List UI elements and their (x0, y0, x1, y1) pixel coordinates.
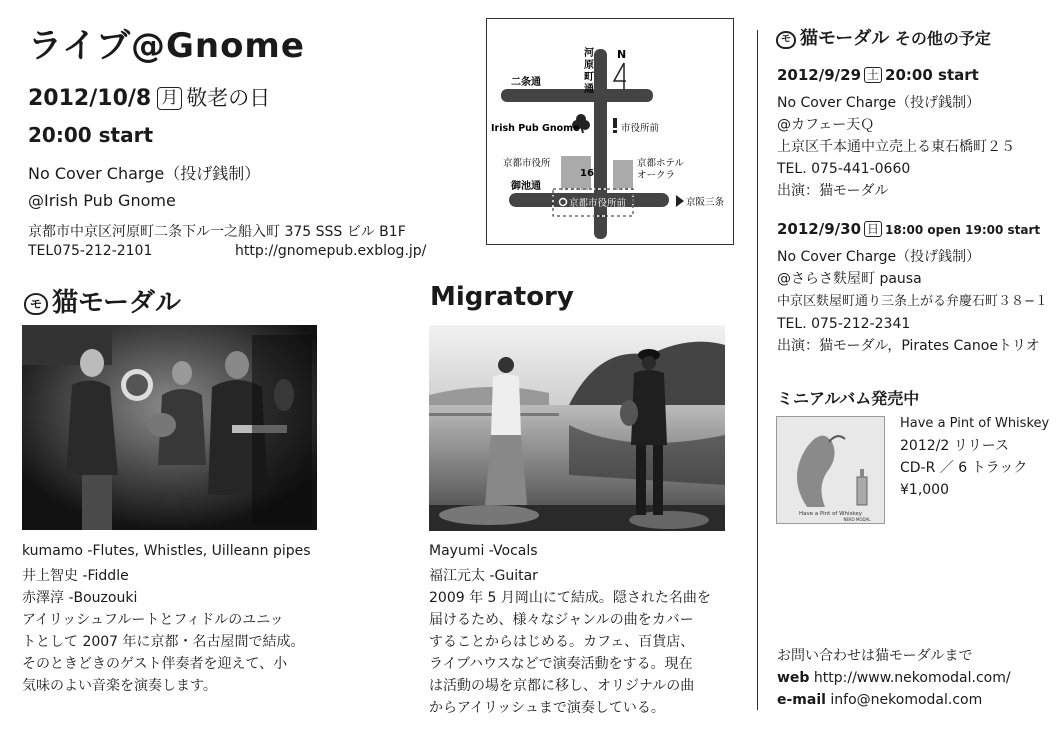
schedule-1-line-1: No Cover Charge（投げ銭制） (777, 95, 981, 111)
album-release: 2012/2 リリース (900, 438, 1010, 454)
band-nekomodal-desc-2: トとして 2007 年に京都・名古屋間で結成。 (22, 634, 305, 650)
album-cover-graphic (777, 417, 884, 523)
schedule-2-date-value: 2012/9/30 (777, 220, 862, 238)
schedule-1-line-3: 上京区千本通中立売上る東石橋町２５ (777, 139, 1015, 155)
band-nekomodal-desc-3: そのときどきのゲスト伴奏者を迎えて、小 (22, 656, 288, 672)
map-hotel-label-2: オークラ (637, 170, 676, 181)
map-kawaramachi-label-1: 河 (584, 48, 594, 59)
contact-web-link[interactable]: http://www.nekomodal.com/ (813, 670, 1011, 686)
album-title: Have a Pint of Whiskey (900, 416, 1050, 431)
map-city-hall-mae-label: 市役所前 (621, 123, 660, 134)
schedule-2-line-3: 中京区麩屋町通り三条上がる弁慶石町３８−１ (777, 294, 1048, 309)
contact-mail-label: e-mail (777, 692, 826, 708)
event-url[interactable]: http://gnomepub.exblog.jp/ (235, 243, 427, 259)
cat-logo-icon: モ (24, 293, 48, 315)
contact-mail-link[interactable]: info@nekomodal.com (830, 692, 983, 708)
band-nekomodal-member-1: kumamo -Flutes, Whistles, Uilleann pipes (22, 543, 311, 559)
schedule-2-day: 日 (864, 221, 882, 237)
schedule-1-date-value: 2012/9/29 (777, 66, 862, 84)
side-title-rest: その他の予定 (894, 29, 991, 48)
map-road-nijo (501, 89, 653, 102)
schedule-1-line-5: 出演：猫モーダル (777, 183, 889, 199)
map-nijo-label: 二条通 (511, 77, 541, 88)
schedule-2-line-2: @さらさ麩屋町 pausa (777, 271, 922, 287)
schedule-2-line-1: No Cover Charge（投げ銭制） (777, 249, 981, 265)
band-migratory-name: Migratory (430, 282, 574, 312)
schedule-1-line-2: @カフェー天Ｑ (777, 117, 875, 133)
schedule-2-line-5: 出演：猫モーダル，Pirates Canoeトリオ (777, 338, 1040, 354)
event-charge: No Cover Charge（投げ銭制） (28, 164, 261, 183)
band-migratory-desc-3: することからはじめる。カフェ、百貨店、 (429, 634, 695, 650)
contact-mail (777, 690, 982, 711)
event-day-badge: 月 (157, 87, 182, 110)
event-start-time: 20:00 start (28, 123, 154, 147)
event-address: 京都市中京区河原町二条下ル一之船入町 375 SSS ビル B1F (28, 224, 406, 240)
event-tel: TEL075-212-2101 (28, 243, 153, 259)
side-title (776, 24, 991, 50)
map-station-label: 京都市役所前 (569, 198, 627, 209)
schedule-2-date (777, 220, 1040, 238)
band-migratory-photo (429, 325, 725, 531)
band-nekomodal-desc-4: 気味のよい音楽を演奏します。 (22, 678, 217, 694)
schedule-2-time: 18:00 open 19:00 start (885, 223, 1041, 237)
map-keihan-label: 京阪三条 (686, 197, 725, 208)
map-graphic (487, 19, 733, 244)
band-migratory-desc-5: は活動の場を京都に移し、オリジナルの曲 (429, 678, 695, 694)
side-cat-logo-icon: モ (776, 31, 796, 49)
map-north-label: N (617, 48, 627, 61)
band-nekomodal-desc-1: アイリッシュフルートとフィドルのユニッ (22, 612, 284, 628)
band-migratory-desc-1: 2009 年 5 月岡山にて結成。隠された名曲を (429, 590, 711, 606)
side-title-name: 猫モーダル (800, 28, 890, 49)
band-nekomodal-member-3: 赤澤淳 -Bouzouki (22, 590, 138, 606)
map-kawaramachi-label-4: 通 (584, 84, 594, 95)
band-nekomodal-photo (22, 325, 317, 530)
map-kawaramachi-label-3: 町 (584, 72, 594, 83)
schedule-1-line-4: TEL. 075-441-0660 (777, 161, 911, 177)
band-nekomodal-heading (24, 282, 181, 319)
band-migratory-desc-6: からアイリッシュまで演奏している。 (429, 700, 665, 716)
band-migratory-member-1: Mayumi -Vocals (429, 543, 538, 559)
map-pub-label: Irish Pub Gnome (491, 123, 580, 134)
map-road-kawaramachi (594, 49, 607, 239)
contact-web-label: web (777, 670, 810, 686)
album-cover-title: Have a Pint of Whiskey (798, 511, 863, 517)
event-title: ライブ@Gnome (28, 26, 305, 66)
band-nekomodal-member-2: 井上智史 -Fiddle (22, 568, 129, 584)
map-keihan-arrow-icon (676, 195, 684, 207)
band-migratory-member-2: 福江元太 -Guitar (429, 568, 538, 584)
band-nekomodal-name: 猫モーダル (52, 288, 181, 318)
album-cover-label: NEKO MODAL (843, 517, 871, 522)
schedule-2-line-4: TEL. 075-212-2341 (777, 316, 911, 332)
map-exit-number: 16 (580, 168, 594, 179)
map-hotel-label-1: 京都ホテル (637, 158, 685, 169)
schedule-1-day: 土 (864, 67, 882, 83)
band-migratory-desc-4: ライブハウスなどで演奏活動をする。現在 (429, 656, 693, 672)
access-map (486, 18, 734, 245)
event-date (28, 82, 270, 112)
contact-web (777, 668, 1011, 689)
event-holiday: 敬老の日 (186, 86, 271, 110)
event-date-value: 2012/10/8 (28, 86, 152, 111)
album-price: ¥1,000 (900, 482, 949, 498)
event-venue: @Irish Pub Gnome (28, 191, 176, 210)
schedule-1-time: 20:00 start (885, 66, 979, 84)
band-migratory-desc-2: 届けるため、様々なジャンルの曲をカバー (429, 612, 694, 628)
schedule-1-date (777, 66, 979, 84)
map-city-hall-label: 京都市役所 (503, 158, 551, 169)
album-heading: ミニアルバム発売中 (777, 389, 920, 408)
band-nekomodal-photo-graphic (22, 325, 317, 530)
map-kawaramachi-label-2: 原 (584, 60, 594, 71)
album-format: CD-R ／ 6 トラック (900, 460, 1028, 476)
contact-intro: お問い合わせは猫モーダルまで (777, 648, 973, 664)
map-hotel-block (613, 160, 633, 190)
band-migratory-photo-graphic (429, 325, 725, 531)
column-divider (757, 30, 758, 710)
album-cover (776, 416, 885, 524)
map-exit-marker-icon (613, 118, 617, 133)
map-oike-label: 御池通 (511, 181, 541, 192)
